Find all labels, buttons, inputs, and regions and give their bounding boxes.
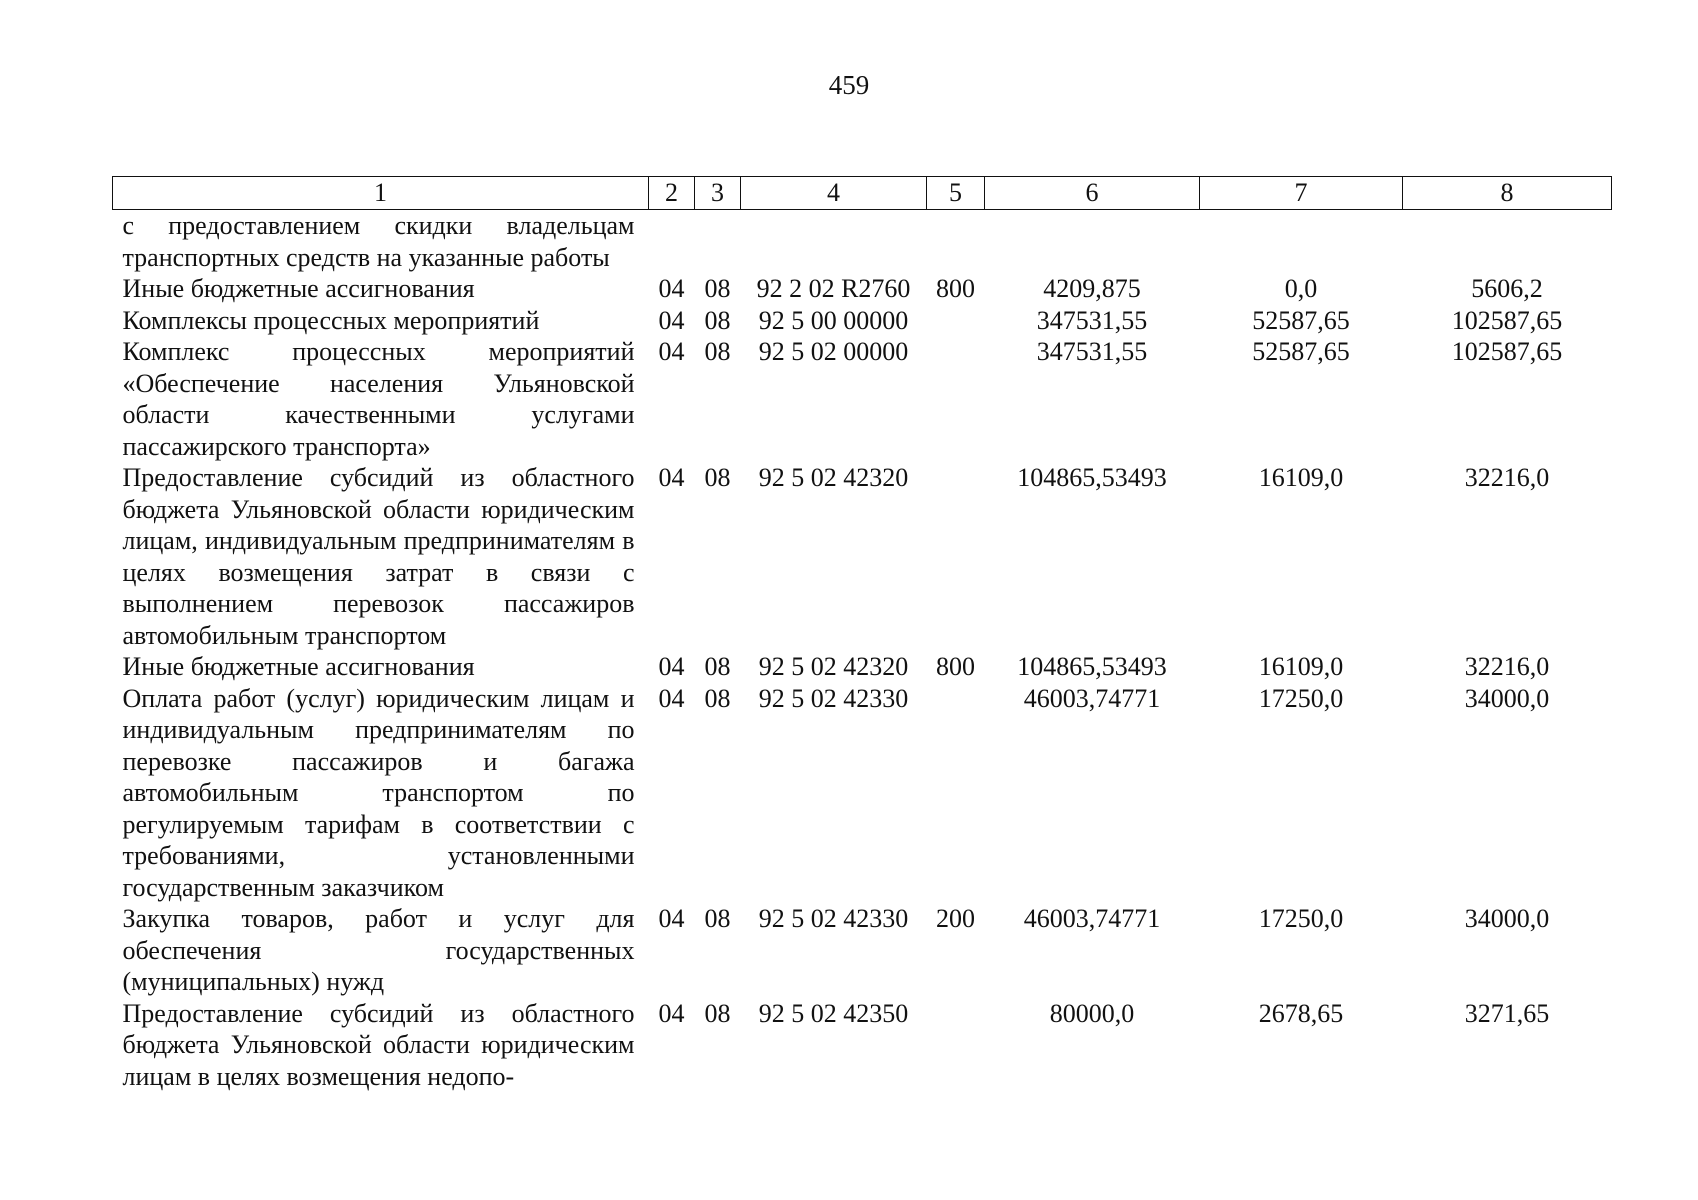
table-row	[113, 903, 1612, 998]
row-value-7	[1200, 210, 1403, 274]
row-description: Комплекс процессных мероприятий «Обеспечение населения Ульяновской области качественными услугами пассажирского транспорта»	[122, 337, 635, 461]
row-section: 04	[658, 274, 685, 303]
row-target-code: 92 5 02 42320	[758, 463, 909, 492]
row-subsection	[695, 210, 741, 274]
row-subsection: 08	[704, 337, 731, 366]
row-value-7: 17250,0	[1258, 683, 1344, 713]
row-value-8: 3271,65	[1464, 998, 1550, 1028]
row-value-6: 46003,74771	[1023, 683, 1161, 713]
header-col-7: 7	[1200, 177, 1403, 210]
row-description: Оплата работ (услуг) юридическим лицам и индивидуальным предпринимателям по перевозке пассажиров и багажа автомобильным транспортом по регулируемым тарифам в соответствии с требованиями, установленными государственным заказчиком	[122, 683, 635, 902]
row-value-8	[1403, 210, 1612, 274]
row-expense-type: 200	[936, 904, 975, 933]
row-section: 04	[658, 337, 685, 366]
row-subsection: 08	[704, 998, 731, 1028]
row-expense-type: 800	[936, 274, 975, 303]
row-value-7: 16109,0	[1258, 652, 1344, 681]
row-value-6: 80000,0	[1049, 998, 1135, 1028]
row-value-6: 46003,74771	[1023, 904, 1161, 933]
row-description: с предоставлением скидки владельцам транспортных средств на указанные работы	[122, 211, 635, 272]
row-description: Предоставление субсидий из областного бюджета Ульяновской области юридическим лицам, индивидуальным предпринимателям в целях возмещения затрат в связи с выполнением перевозок пассажиров автомобильным транспортом	[122, 463, 635, 650]
row-value-6: 347531,55	[1036, 337, 1148, 366]
row-target-code: 92 5 02 00000	[758, 337, 909, 366]
table-row	[113, 683, 1612, 904]
row-value-7: 52587,65	[1252, 305, 1350, 335]
table-row	[113, 651, 1612, 683]
row-description: Иные бюджетные ассигнования	[122, 274, 475, 303]
budget-table	[112, 176, 1611, 1092]
row-value-8: 32216,0	[1464, 652, 1550, 681]
row-value-6: 104865,53493	[1017, 463, 1167, 492]
row-section	[649, 210, 695, 274]
row-value-8: 5606,2	[1471, 274, 1543, 303]
page-number: 459	[828, 70, 870, 100]
row-subsection: 08	[704, 652, 731, 681]
row-expense-type: 800	[936, 652, 975, 681]
row-section: 04	[658, 463, 685, 492]
row-value-8: 102587,65	[1451, 305, 1563, 335]
row-target-code: 92 5 02 42330	[758, 683, 909, 713]
row-description: Закупка товаров, работ и услуг для обеспечения государственных (муниципальных) нужд	[122, 904, 635, 996]
table-row	[113, 336, 1612, 462]
row-target-code: 92 5 00 00000	[758, 305, 909, 335]
row-value-7: 16109,0	[1258, 463, 1344, 492]
row-subsection: 08	[704, 904, 731, 933]
row-target-code: 92 5 02 42350	[758, 998, 909, 1028]
row-expense-type	[927, 683, 985, 904]
row-section: 04	[658, 683, 685, 713]
row-subsection: 08	[704, 683, 731, 713]
header-col-1: 1	[113, 177, 649, 210]
row-target-code: 92 2 02 R2760	[756, 274, 911, 303]
table-row	[113, 210, 1612, 274]
row-subsection: 08	[704, 463, 731, 492]
row-expense-type	[927, 462, 985, 651]
header-col-3: 3	[695, 177, 741, 210]
row-subsection: 08	[704, 274, 731, 303]
header-col-6: 6	[985, 177, 1200, 210]
header-col-4: 4	[741, 177, 927, 210]
row-expense-type	[927, 336, 985, 462]
header-col-5: 5	[927, 177, 985, 210]
row-value-8: 32216,0	[1464, 463, 1550, 492]
row-value-8: 34000,0	[1464, 904, 1550, 933]
row-value-7: 2678,65	[1258, 998, 1344, 1028]
header-col-8: 8	[1403, 177, 1612, 210]
row-value-6: 347531,55	[1036, 305, 1148, 335]
row-value-7: 52587,65	[1252, 337, 1350, 366]
row-section: 04	[658, 305, 685, 335]
row-target-code: 92 5 02 42330	[758, 904, 909, 933]
row-section: 04	[658, 998, 685, 1028]
row-value-6: 4209,875	[1043, 274, 1141, 303]
row-section: 04	[658, 904, 685, 933]
row-value-8: 34000,0	[1464, 683, 1550, 713]
row-target-code	[741, 210, 927, 274]
row-value-7: 17250,0	[1258, 904, 1344, 933]
row-subsection: 08	[704, 305, 731, 335]
row-value-8: 102587,65	[1451, 337, 1563, 366]
row-value-6: 104865,53493	[1017, 652, 1167, 681]
table-row	[113, 462, 1612, 651]
row-expense-type	[927, 305, 985, 337]
table-row	[113, 998, 1612, 1093]
row-expense-type	[927, 998, 985, 1093]
table-row	[113, 273, 1612, 305]
row-description: Иные бюджетные ассигнования	[122, 652, 475, 681]
header-col-2: 2	[649, 177, 695, 210]
table-header-row	[113, 177, 1612, 210]
row-description: Предоставление субсидий из областного бюджета Ульяновской области юридическим лицам в целях возмещения недопо-	[122, 998, 635, 1091]
row-section: 04	[658, 652, 685, 681]
row-value-6	[985, 210, 1200, 274]
row-target-code: 92 5 02 42320	[758, 652, 909, 681]
row-description: Комплексы процессных мероприятий	[122, 305, 540, 335]
table-row	[113, 305, 1612, 337]
row-value-7: 0,0	[1284, 274, 1318, 303]
row-expense-type	[927, 210, 985, 274]
